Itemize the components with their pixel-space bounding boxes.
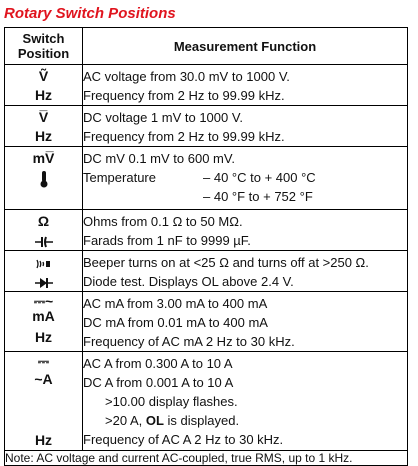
function-line: Frequency from 2 Hz to 99.99 kHz. <box>83 129 285 144</box>
switch-position-milliamp <box>5 292 83 352</box>
milliamp-label: mA <box>32 308 55 324</box>
dc-icon: ⎓ <box>37 353 50 369</box>
header-measurement-function: Measurement Function <box>83 28 408 65</box>
ol-label: OL <box>145 413 164 428</box>
hz-label: Hz <box>34 432 53 448</box>
hz-label: Hz <box>34 329 53 345</box>
ohm-icon: Ω <box>37 213 50 229</box>
function-line: DC mV 0.1 mV to 600 mV. <box>83 151 235 166</box>
switch-table <box>4 27 408 466</box>
function-cell <box>83 147 408 210</box>
function-line: AC voltage from 30.0 mV to 1000 V. <box>83 69 290 84</box>
function-line: AC mA from 3.00 mA to 400 mA <box>83 296 268 311</box>
footnote: Note: AC voltage and current AC-coupled, true RMS, up to 1 kHz. <box>5 451 408 466</box>
function-line: Frequency of AC mA 2 Hz to 30 kHz. <box>83 334 295 349</box>
header-position-label: Position <box>17 46 70 61</box>
switch-position-continuity <box>5 251 83 292</box>
switch-position-dc-millivolt <box>5 147 83 210</box>
temperature-label: Temperature <box>83 170 156 185</box>
function-cell <box>83 210 408 251</box>
temperature-celsius-line <box>83 168 407 187</box>
hz-label: Hz <box>34 128 53 144</box>
function-line: DC mA from 0.01 mA to 400 mA <box>83 315 268 330</box>
ac-dc-icon: ⎓~ <box>33 293 54 309</box>
diode-icon <box>5 272 82 291</box>
note-row <box>5 451 408 466</box>
function-cell <box>83 65 408 106</box>
switch-position-ohms <box>5 210 83 251</box>
function-line-indented: >20 A, OL is displayed. <box>105 413 240 428</box>
function-line: AC A from 0.300 A to 10 A <box>83 356 233 371</box>
table-row <box>5 292 408 352</box>
table-header-row <box>5 28 408 65</box>
hz-label: Hz <box>34 87 53 103</box>
function-line: Beeper turns on at <25 Ω and turns off at >250 Ω. <box>83 255 369 270</box>
capacitor-icon <box>5 231 82 250</box>
switch-position-ac-volt <box>5 65 83 106</box>
temperature-fahrenheit-range: – 40 °F to + 752 °F <box>203 189 313 204</box>
function-cell <box>83 106 408 147</box>
dc-millivolt-icon: mV̅ <box>32 150 55 166</box>
table-row <box>5 106 408 147</box>
function-line: Frequency from 2 Hz to 99.99 kHz. <box>83 88 285 103</box>
ac-amp-label: ~A <box>34 371 53 387</box>
table-row <box>5 352 408 451</box>
temperature-fahrenheit-line <box>83 187 407 206</box>
header-switch-position <box>5 28 83 65</box>
function-line: Diode test. Displays OL above 2.4 V. <box>83 274 294 289</box>
table-row <box>5 251 408 292</box>
function-line-indented: >10.00 display flashes. <box>105 394 238 409</box>
function-line: DC A from 0.001 A to 10 A <box>83 375 234 390</box>
table-row <box>5 65 408 106</box>
function-line: Frequency of AC A 2 Hz to 30 kHz. <box>83 432 284 447</box>
thermometer-icon <box>5 168 82 187</box>
dc-volt-icon: V̅ <box>38 109 49 125</box>
table-row <box>5 210 408 251</box>
function-cell <box>83 352 408 451</box>
function-line: Ohms from 0.1 Ω to 50 MΩ. <box>83 214 243 229</box>
function-cell <box>83 292 408 352</box>
switch-position-amp <box>5 352 83 451</box>
function-cell <box>83 251 408 292</box>
function-line: Farads from 1 nF to 9999 µF. <box>83 233 251 248</box>
beeper-icon <box>5 253 82 272</box>
ac-volt-icon: Ṽ <box>38 68 49 84</box>
header-switch-label: Switch <box>22 31 65 46</box>
switch-position-dc-volt <box>5 106 83 147</box>
temperature-celsius-range: – 40 °C to + 400 °C <box>203 170 316 185</box>
function-line: DC voltage 1 mV to 1000 V. <box>83 110 243 125</box>
section-title: Rotary Switch Positions <box>4 5 176 22</box>
table-row <box>5 147 408 210</box>
